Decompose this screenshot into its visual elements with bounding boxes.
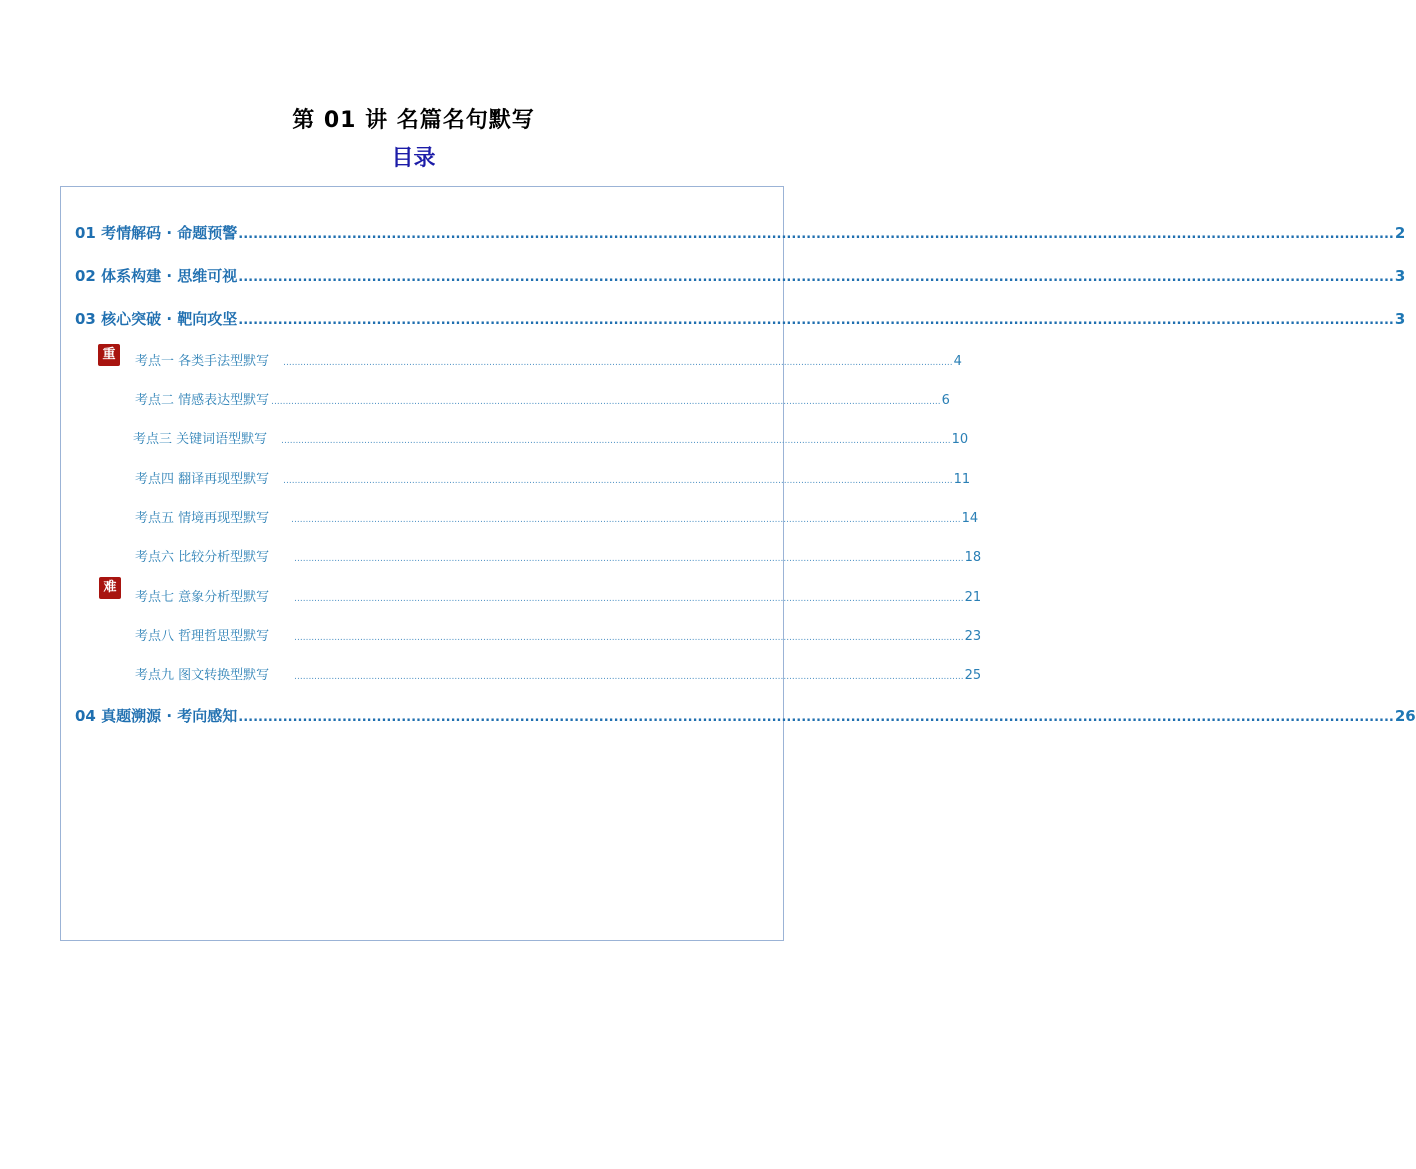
toc-entry-page: 3: [1394, 267, 1406, 285]
toc-entry-kaodian-3[interactable]: [133, 428, 969, 447]
toc-entry-kaodian-4[interactable]: [135, 468, 971, 487]
toc-entry-label: 考点四 翻译再现型默写: [135, 472, 270, 487]
toc-entry-page: 14: [961, 511, 979, 526]
important-badge-icon: 重: [98, 344, 120, 366]
dot-leader: ..........................................................................................................................................................................................................................................: [281, 436, 951, 446]
toc-entry-label: 考点六 比较分析型默写: [135, 550, 270, 565]
toc-entry-page: 3: [1394, 310, 1406, 328]
dot-leader: ..........................................................................................................................................................................................................................................: [294, 594, 964, 604]
toc-entry-page: 4: [953, 354, 962, 369]
toc-entry-label: 考点五 情境再现型默写: [135, 511, 270, 526]
toc-entry-section-02[interactable]: [75, 265, 1406, 286]
dot-leader: ..........................................................................................................................................................................................................................................: [238, 227, 1394, 242]
toc-entry-page: 6: [941, 393, 950, 408]
toc-entry-kaodian-5[interactable]: [135, 507, 979, 526]
toc-entry-label: 考点七 意象分析型默写: [135, 590, 270, 605]
toc-entry-label: 考点三 关键词语型默写: [133, 432, 268, 447]
toc-entry-page: 23: [964, 629, 982, 644]
toc-entry-label: 02 体系构建 · 思维可视: [75, 267, 238, 285]
toc-heading: 目录: [391, 146, 436, 171]
toc-entry-page: 10: [951, 432, 969, 447]
toc-entry-kaodian-2[interactable]: [135, 389, 950, 408]
toc-entry-page: 18: [964, 550, 982, 565]
toc-entry-label: 考点一 各类手法型默写: [135, 354, 270, 369]
dot-leader: ..........................................................................................................................................................................................................................................: [238, 313, 1394, 328]
dot-leader: ..........................................................................................................................................................................................................................................: [294, 554, 964, 564]
toc-entry-page: 21: [964, 590, 982, 605]
dot-leader: ..........................................................................................................................................................................................................................................: [238, 270, 1394, 285]
dot-leader: ..........................................................................................................................................................................................................................................: [294, 633, 964, 643]
dot-leader: ..........................................................................................................................................................................................................................................: [291, 515, 961, 525]
toc-entry-page: 25: [964, 668, 982, 683]
dot-leader: ..........................................................................................................................................................................................................................................: [294, 672, 964, 682]
toc-entry-page: 11: [953, 472, 971, 487]
toc-entry-kaodian-6[interactable]: [135, 546, 982, 565]
difficult-badge-icon: 难: [99, 577, 121, 599]
toc-entry-kaodian-1[interactable]: [135, 350, 962, 369]
dot-leader: ..........................................................................................................................................................................................................................................: [271, 397, 941, 407]
toc-entry-label: 04 真题溯源 · 考向感知: [75, 707, 238, 725]
toc-entry-label: 03 核心突破 · 靶向攻坚: [75, 310, 238, 328]
toc-entry-page: 2: [1394, 224, 1406, 242]
toc-entry-label: 考点九 图文转换型默写: [135, 668, 270, 683]
toc-entry-section-01[interactable]: [75, 222, 1406, 243]
toc-entry-label: 考点二 情感表达型默写: [135, 393, 270, 408]
dot-leader: ..........................................................................................................................................................................................................................................: [238, 710, 1394, 725]
toc-entry-page: 26: [1394, 707, 1416, 725]
toc-entry-section-03[interactable]: [75, 308, 1406, 329]
toc-entry-section-04[interactable]: [75, 705, 1416, 726]
toc-entry-label: 考点八 哲理哲思型默写: [135, 629, 270, 644]
toc-entry-kaodian-8[interactable]: [135, 625, 982, 644]
dot-leader: ..........................................................................................................................................................................................................................................: [283, 476, 953, 486]
toc-entry-label: 01 考情解码 · 命题预警: [75, 224, 238, 242]
toc-entry-kaodian-9[interactable]: [135, 664, 982, 683]
dot-leader: ..........................................................................................................................................................................................................................................: [283, 358, 953, 368]
toc-entry-kaodian-7[interactable]: [135, 586, 982, 605]
page-title: 第 01 讲 名篇名句默写: [292, 108, 535, 133]
